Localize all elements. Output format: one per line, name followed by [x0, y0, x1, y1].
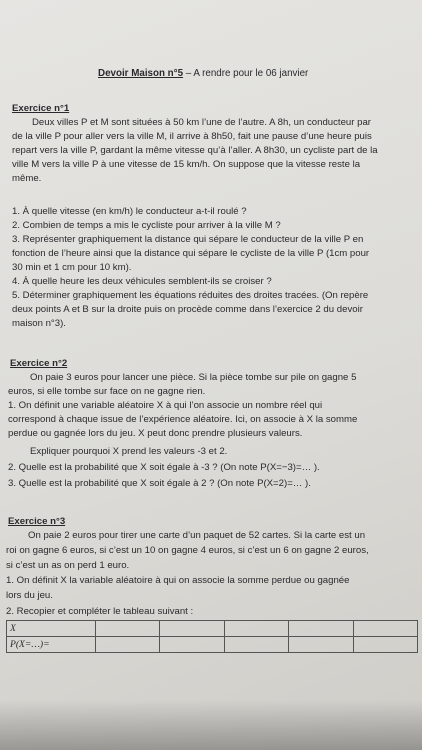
- ex1-question: maison n°3).: [12, 318, 66, 329]
- title-bold: Devoir Maison n°5: [98, 68, 184, 79]
- photo-shadow: [0, 700, 422, 750]
- exercise-3-heading: Exercice n°3: [8, 516, 66, 527]
- ex1-question: 30 min et 1 cm pour 10 km).: [12, 262, 132, 273]
- ex2-line: On paie 3 euros pour lancer une pièce. Si la pièce tombe sur pile on gagne 5: [30, 372, 357, 383]
- ex1-line: repart vers la ville P, gardant la même vitesse qu’à l’aller. A 8h30, un cycliste part de la: [12, 145, 378, 156]
- ex2-line: perdue ou gagnée lors du jeu. X peut donc prendre plusieurs valeurs.: [8, 428, 303, 439]
- ex1-line: Deux villes P et M sont situées à 50 km l’une de l’autre. A 8h, un conducteur par: [32, 117, 371, 128]
- table-cell: [289, 637, 353, 653]
- ex2-line: 2. Quelle est la probabilité que X soit égale à -3 ? (On note P(X=−3)=… ).: [8, 462, 320, 473]
- ex2-line: correspond à chaque issue de l’expérience aléatoire. Ici, on associe à X la somme: [8, 414, 358, 425]
- ex1-question: 5. Déterminer graphiquement les équations réduites des droites tracées. (On repère: [12, 290, 369, 301]
- ex1-line: ville M vers la ville P à une vitesse de 15 km/h. On suppose que la vitesse reste la: [12, 159, 361, 170]
- document-title: [98, 68, 308, 80]
- table-cell: [353, 637, 417, 653]
- exercise-1-heading: Exercice n°1: [12, 103, 70, 114]
- title-rest: – A rendre pour le 06 janvier: [183, 68, 309, 79]
- ex3-line: lors du jeu.: [6, 590, 53, 601]
- ex3-line: 2. Recopier et compléter le tableau suivant :: [6, 606, 194, 617]
- ex3-line: 1. On définit X la variable aléatoire à qui on associe la somme perdue ou gagnée: [6, 575, 350, 586]
- values-table: [6, 620, 418, 653]
- ex2-line: 3. Quelle est la probabilité que X soit égale à 2 ? (On note P(X=2)=… ).: [8, 478, 311, 489]
- table-cell: [224, 621, 288, 637]
- table-cell: [353, 621, 417, 637]
- table-row-head: P(X=…)=: [7, 637, 96, 653]
- table-cell: [289, 621, 353, 637]
- table-cell: [96, 637, 160, 653]
- ex1-question: 1. À quelle vitesse (en km/h) le conducteur a-t-il roulé ?: [12, 206, 247, 217]
- ex2-line: Expliquer pourquoi X prend les valeurs -3 et 2.: [30, 446, 228, 457]
- ex2-line: euros, si elle tombe sur face on ne gagne rien.: [8, 386, 206, 397]
- exercise-2-heading: Exercice n°2: [10, 358, 68, 369]
- ex1-question: 4. À quelle heure les deux véhicules semblent-ils se croiser ?: [12, 276, 272, 287]
- table-row-head: X: [7, 621, 96, 637]
- table-row: [7, 621, 418, 637]
- ex2-line: 1. On définit une variable aléatoire X à qui l’on associe un nombre réel qui: [8, 400, 323, 411]
- ex1-question: deux points A et B sur la droite puis on procède comme dans l’exercice 2 du devoir: [12, 304, 363, 315]
- ex3-line: roi on gagne 6 euros, si c’est un 10 on gagne 4 euros, si c’est un 6 on gagne 2 euros,: [6, 545, 369, 556]
- ex3-line: si c’est un as on perd 1 euro.: [6, 560, 130, 571]
- table-cell: [160, 637, 224, 653]
- table-cell: [96, 621, 160, 637]
- ex1-question: fonction de l’heure ainsi que la distance qui sépare le cycliste de la ville P (1cm pour: [12, 248, 370, 259]
- table-row: [7, 637, 418, 653]
- ex1-line: de la ville P pour aller vers la ville M, il arrive à 8h50, fait une pause d’une heure puis: [12, 131, 372, 142]
- ex1-line: même.: [12, 173, 42, 184]
- table-cell: [224, 637, 288, 653]
- ex1-question: 3. Représenter graphiquement la distance qui sépare le conducteur de la ville P en: [12, 234, 364, 245]
- table-cell: [160, 621, 224, 637]
- ex1-question: 2. Combien de temps a mis le cycliste pour arriver à la ville M ?: [12, 220, 281, 231]
- ex3-line: On paie 2 euros pour tirer une carte d’un paquet de 52 cartes. Si la carte est un: [28, 530, 366, 541]
